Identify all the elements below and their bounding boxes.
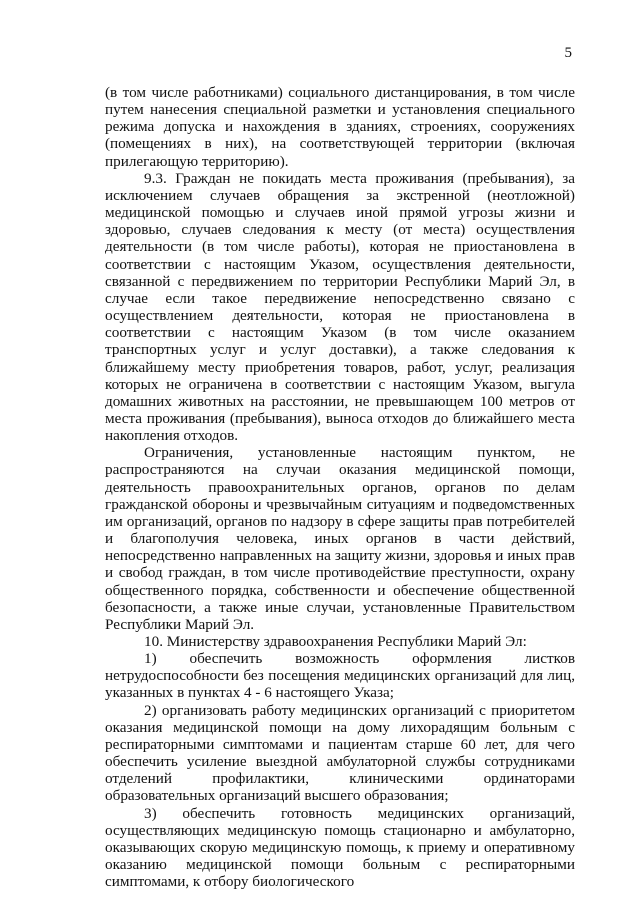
- paragraph-social-distancing-continuation: (в том числе работниками) социального дистанцирования, в том числе путем нанесения специальной разметки и установления специального режима допуска и нахождения в зданиях, строениях, сооружениях (помещениях в них), на соответствующей территории (включая прилегающую территорию).: [105, 84, 575, 170]
- paragraph-10-2-home-care: 2) организовать работу медицинских организаций с приоритетом оказания медицинской помощи на дому лихорадящим больным с респираторными симптомами и пациентам старше 60 лет, для чего обеспечить усиление выездной амбулаторной службы сотрудниками отделений профилактики, клиническими ординаторами образовательных организаций высшего образования;: [105, 701, 575, 805]
- paragraph-10-3-medical-readiness: 3) обеспечить готовность медицинских организаций, осуществляющих медицинскую помощь стационарно и амбулаторно, оказывающих скорую медицинскую помощь, к приему и оперативному оказанию медицинской помощи больным с респираторными симптомами, к отбору биологического: [105, 804, 575, 891]
- paragraph-9-3-residence-restriction: 9.3. Граждан не покидать места проживания (пребывания), за исключением случаев обращения за экстренной (неотложной) медицинской помощью и случаев иной прямой угрозы жизни и здоровью, случаев следования к месту (от места) осуществления деятельности (в том числе работы), которая не приостановлена в соответствии с настоящим Указом, осуществления деятельности, связанной с передвижением по территории Республики Марий Эл, в случае если такое передвижение непосредственно связано с осуществлением деятельности, которая не приостановлена в соответствии с настоящим Указом (в том числе оказанием транспортных услуг и услуг доставки), а также следования к ближайшему месту приобретения товаров, работ, услуг, реализация которых не ограничена в соответствии с настоящим Указом, выгула домашних животных на расстоянии, не превышающем 100 метров от места проживания (пребывания), выноса отходов до ближайшего места накопления отходов.: [105, 169, 575, 445]
- paragraph-10-1-sick-leave: 1) обеспечить возможность оформления листков нетрудоспособности без посещения медицинских организаций для лиц, указанных в пунктах 4 - 6 настоящего Указа;: [105, 650, 575, 702]
- document-body: [105, 84, 575, 890]
- page-number: 5: [564, 45, 572, 61]
- paragraph-restriction-exceptions: Ограничения, установленные настоящим пунктом, не распространяются на случаи оказания медицинской помощи, деятельность правоохранительных органов, органов по делам гражданской обороны и чрезвычайным ситуациям и подведомственных им организаций, органов по надзору в сфере защиты прав потребителей и благополучия человека, иных органов в части действий, непосредственно направленных на защиту жизни, здоровья и иных прав и свобод граждан, в том числе противодействие преступности, охрану общественного порядка, собственности и обеспечение общественной безопасности, а также иные случаи, установленные Правительством Республики Марий Эл.: [105, 444, 575, 633]
- paragraph-10-ministry-health: 10. Министерству здравоохранения Республики Марий Эл:: [144, 633, 527, 650]
